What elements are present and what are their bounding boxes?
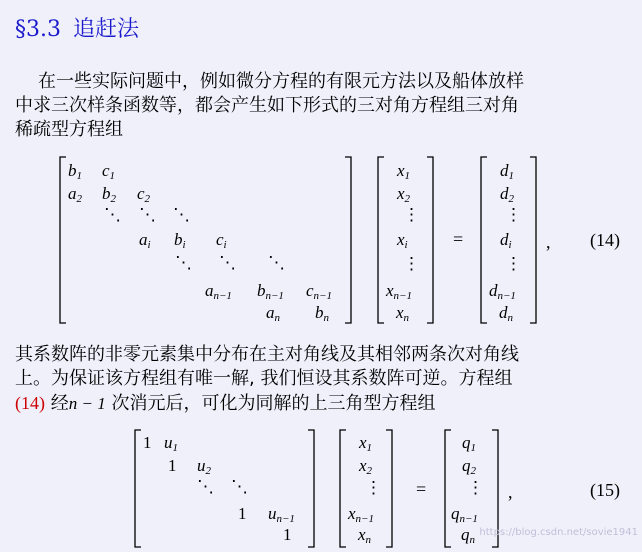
equation-reference[interactable]: (14) (15, 393, 45, 413)
equals-sign: = (453, 229, 464, 249)
vector-entry: $x_{n-1}$ (348, 504, 374, 525)
vector-entry: $x_{n-1}$ (386, 281, 412, 302)
vector-entry: $x_i$ (397, 230, 408, 251)
ddots: ⋱ (268, 253, 285, 272)
vector-entry: $x_1$ (397, 161, 411, 182)
ddots: ⋱ (231, 477, 248, 496)
ddots: ⋱ (219, 253, 236, 272)
matrix-cell: 1 (143, 433, 152, 452)
vector-entry: $q_1$ (462, 433, 476, 454)
vector-entry: $d_n$ (499, 303, 513, 324)
vector-entry: $d_2$ (500, 184, 514, 205)
watermark: https://blog.csdn.net/sovie1941 (479, 527, 638, 538)
vdots: ⋮ (403, 254, 420, 273)
vector-entry: $x_1$ (359, 433, 373, 454)
middle-text: 经 (45, 393, 69, 414)
intro-line-3: 稀疏型方程组 (15, 119, 123, 140)
middle-line-1: 其系数阵的非零元素集中分布在主对角线及其相邻两条次对角线 (15, 344, 519, 365)
trailing-comma: , (546, 232, 551, 252)
vector-entry: $q_{n-1}$ (451, 504, 478, 525)
vdots: ⋮ (467, 478, 484, 497)
matrix-cell: $b_i$ (174, 230, 186, 251)
intro-line-1: 在一些实际问题中，例如微分方程的有限元方法以及船体放样 (38, 71, 524, 92)
matrix-cell: $b_1$ (68, 161, 82, 182)
middle-text: 次消元后，可化为同解的上三角型方程组 (105, 393, 436, 414)
matrix-cell: 1 (283, 525, 292, 544)
matrix-cell: $u_1$ (164, 433, 178, 454)
middle-line-3 (15, 391, 435, 416)
matrix-cell: $a_2$ (68, 184, 82, 205)
matrix-cell: $b_2$ (102, 184, 116, 205)
intro-line-2: 中求三次样条函数等，都会产生如下形式的三对角方程组三对角 (15, 95, 519, 116)
ddots: ⋱ (104, 205, 121, 224)
matrix-cell: $c_{n-1}$ (306, 281, 332, 302)
matrix-cell: $u_2$ (197, 456, 211, 477)
ddots: ⋱ (139, 205, 156, 224)
inline-math: n − 1 (68, 394, 106, 413)
section-title: 追赶法 (73, 17, 140, 42)
equals-sign: = (416, 479, 427, 499)
vector-entry: $d_i$ (500, 230, 512, 251)
vector-entry: $q_n$ (461, 525, 475, 546)
vdots: ⋮ (365, 478, 382, 497)
matrix-cell: $a_i$ (139, 230, 151, 251)
vector-entry: $x_n$ (396, 303, 410, 324)
matrix-cell: $c_2$ (137, 184, 151, 205)
vdots: ⋮ (505, 254, 522, 273)
matrix-cell: $a_n$ (266, 303, 280, 324)
vector-entry: $q_2$ (462, 456, 476, 477)
section-number: §3.3 (15, 17, 61, 42)
matrix-cell: $a_{n-1}$ (205, 281, 232, 302)
vector-entry: $x_2$ (397, 184, 411, 205)
matrix-cell: $b_n$ (315, 303, 329, 324)
ddots: ⋱ (173, 205, 190, 224)
ddots: ⋱ (197, 477, 214, 496)
matrix-cell: $c_i$ (216, 230, 227, 251)
vector-entry: $x_n$ (358, 525, 372, 546)
matrix-cell: 1 (168, 456, 177, 475)
ddots: ⋱ (175, 253, 192, 272)
matrix-cell: $u_{n-1}$ (268, 504, 295, 525)
matrix-cell: $c_1$ (102, 161, 116, 182)
vector-entry: $d_{n-1}$ (489, 281, 516, 302)
vector-entry: $d_1$ (500, 161, 514, 182)
matrix-cell: 1 (238, 504, 247, 523)
matrix-cell: $b_{n-1}$ (257, 281, 284, 302)
equation-label-14: (14) (590, 230, 620, 250)
vector-entry: $x_2$ (359, 456, 373, 477)
vdots: ⋮ (403, 205, 420, 224)
equation-label-15: (15) (590, 480, 620, 500)
vdots: ⋮ (505, 205, 522, 224)
middle-line-2: 上。为保证该方程组有唯一解, 我们恒设其系数阵可逆。方程组 (15, 368, 513, 389)
trailing-comma: , (508, 482, 513, 502)
